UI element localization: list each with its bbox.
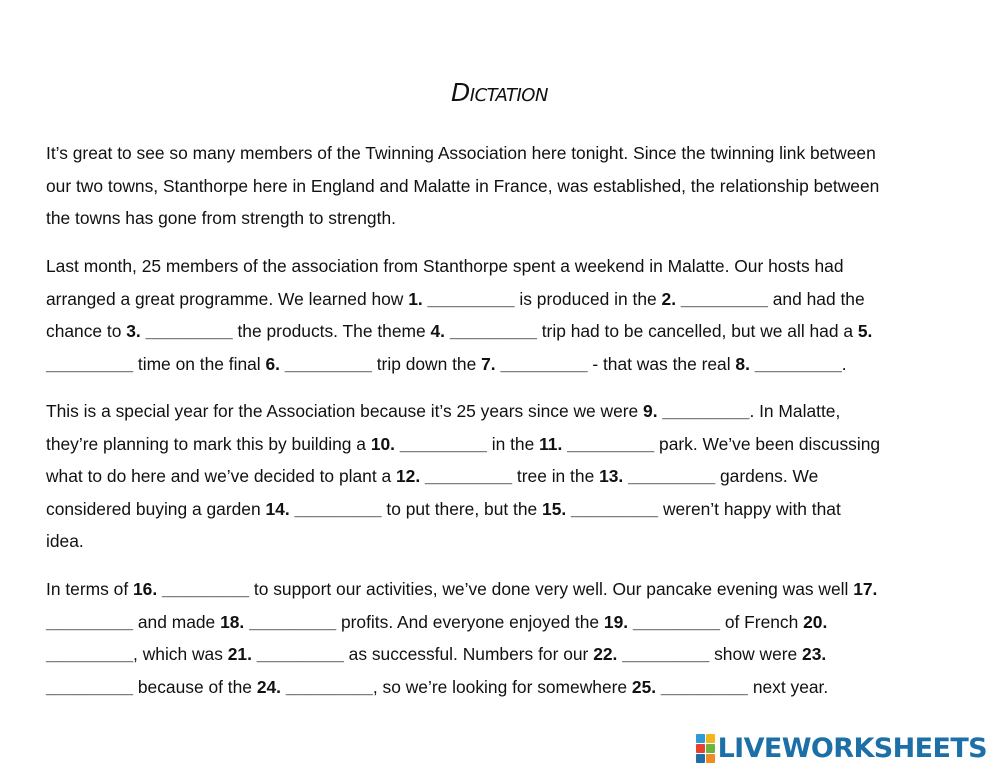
text-run: the products. The theme [232, 321, 431, 342]
answer-blank[interactable]: 3. _________ [126, 321, 233, 342]
logo-block [706, 754, 715, 763]
text-run: of French [719, 611, 804, 632]
text-run: This is a special year for the Association because it’s 25 years since we were [46, 401, 644, 421]
logo-block [696, 734, 705, 743]
logo-block [706, 734, 715, 743]
paragraph-3 [46, 395, 961, 558]
logo-mark-icon [696, 734, 715, 763]
text-run: and made [133, 611, 221, 632]
text-run: It’s great to see so many members of the Twinning Association here tonight. Since the twinning link between our two towns, Stanthorpe here in England and Malatte in France, was established, the relationship between the towns has gone from strength to strength. [46, 143, 880, 229]
text-run: tree in the [512, 466, 600, 487]
logo-text: LIVEWORKSHEETS [717, 732, 987, 764]
answer-blank[interactable]: 2. _________ [661, 288, 768, 309]
text-run: to support our activities, we’ve done very well. Our pancake evening was well [249, 579, 854, 599]
text-run: time on the final [133, 353, 266, 374]
answer-blank[interactable]: 18. _________ [220, 611, 337, 632]
paragraph-2 [46, 250, 961, 380]
answer-blank[interactable]: 23. _________ [46, 644, 827, 697]
paragraph-4 [46, 573, 961, 703]
text-run: to put there, but the [381, 498, 543, 519]
answer-blank[interactable]: 8. _________ [735, 353, 842, 374]
answer-blank[interactable]: 7. _________ [481, 353, 588, 374]
text-run: in the [486, 433, 540, 454]
answer-blank[interactable]: 21. _________ [227, 644, 344, 665]
logo-block [696, 754, 705, 763]
logo-block [696, 744, 705, 753]
text-run: . [841, 353, 847, 374]
paragraph-1 [46, 137, 961, 235]
liveworksheets-logo [696, 733, 987, 763]
answer-blank[interactable]: 12. _________ [396, 466, 513, 487]
answer-blank[interactable]: 13. _________ [599, 466, 716, 487]
text-run: weren’t happy with that idea. [46, 498, 841, 552]
answer-blank[interactable]: 5. _________ [46, 321, 873, 374]
page-title: Dictation [451, 78, 548, 107]
answer-blank[interactable]: 22. _________ [593, 644, 710, 665]
text-run: In terms of [46, 579, 133, 599]
answer-blank[interactable]: 19. _________ [603, 611, 720, 632]
answer-blank[interactable]: 1. _________ [408, 288, 515, 309]
text-run: trip had to be cancelled, but we all had a [536, 321, 858, 342]
text-run: and had the chance to [46, 288, 865, 342]
text-run: - that was the real [587, 353, 736, 374]
text-run: , so we’re looking for somewhere [372, 676, 632, 697]
answer-blank[interactable]: 6. _________ [265, 353, 372, 374]
text-run: as successful. Numbers for our [343, 644, 594, 665]
text-run: next year. [747, 676, 829, 697]
text-run: trip down the [371, 353, 482, 374]
text-run: profits. And everyone enjoyed the [336, 611, 604, 632]
text-run: gardens. We considered buying a garden [46, 466, 819, 519]
answer-blank[interactable]: 10. _________ [370, 433, 487, 454]
answer-blank[interactable]: 20. _________ [46, 611, 828, 665]
text-run: park. We’ve been discussing what to do here and we’ve decided to plant a [46, 433, 881, 487]
answer-blank[interactable]: 11. _________ [539, 433, 655, 454]
logo-block [706, 744, 715, 753]
text-run: is produced in the [514, 288, 662, 309]
answer-blank[interactable]: 4. _________ [430, 321, 537, 342]
text-run: , which was [133, 644, 228, 665]
text-run: show were [709, 644, 803, 665]
text-run: Last month, 25 members of the association from Stanthorpe spent a weekend in Malatte. Our hosts had arranged a great programme. We learned how [46, 256, 844, 309]
text-run: . In Malatte, they’re planning to mark this by building a [46, 401, 841, 454]
answer-blank[interactable]: 24. _________ [256, 676, 373, 697]
answer-blank[interactable]: 15. _________ [542, 498, 659, 519]
answer-blank[interactable]: 16. _________ [132, 579, 250, 599]
text-run: because of the [133, 676, 257, 697]
answer-blank[interactable]: 25. _________ [631, 676, 748, 697]
answer-blank[interactable]: 9. _________ [643, 401, 750, 421]
answer-blank[interactable]: 17. _________ [46, 579, 878, 632]
answer-blank[interactable]: 14. _________ [265, 498, 382, 519]
